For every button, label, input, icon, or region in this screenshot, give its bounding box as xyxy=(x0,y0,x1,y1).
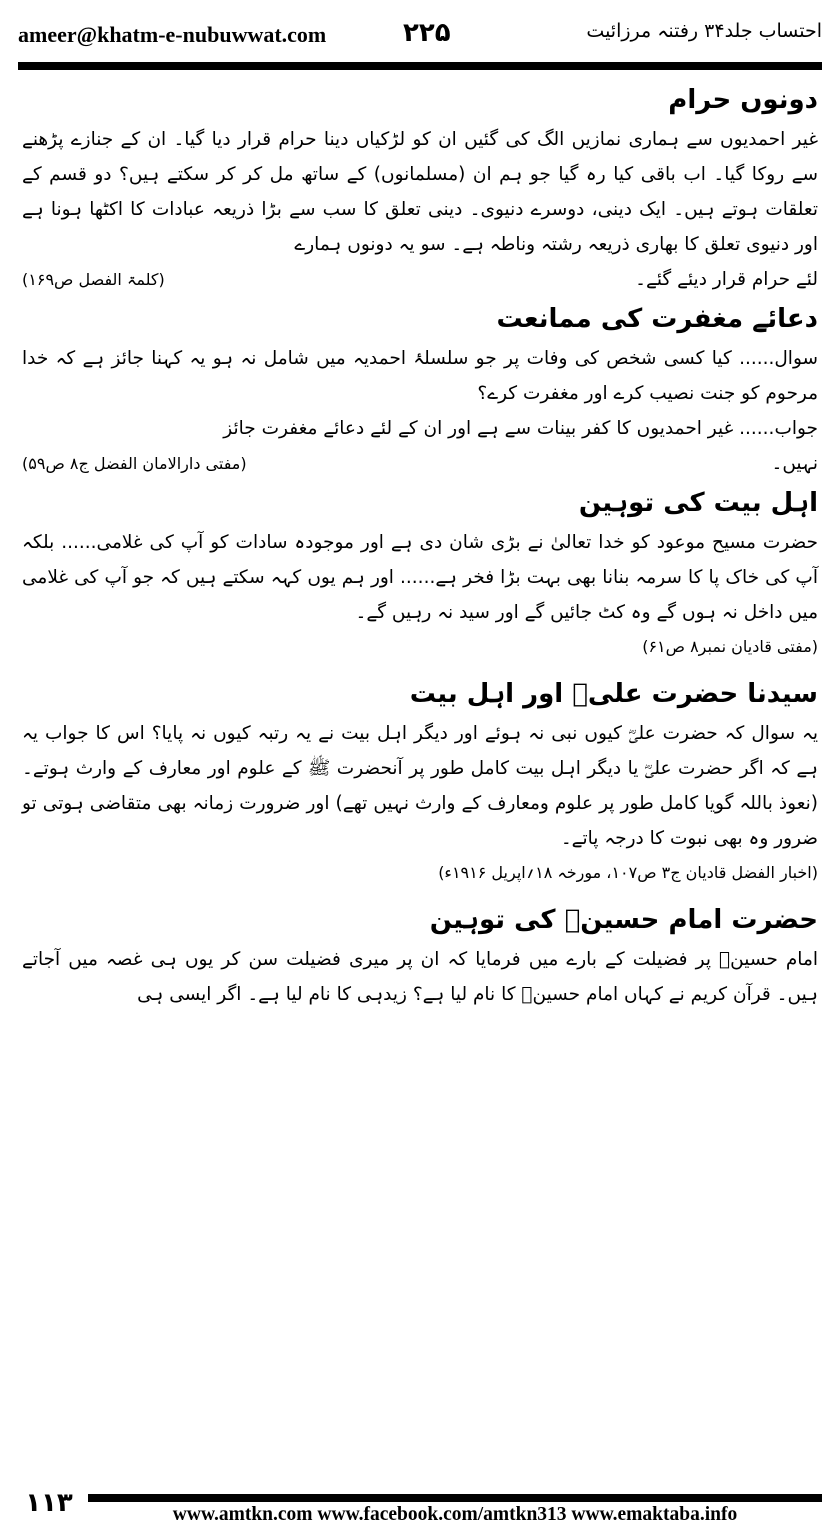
section-heading: دعائے مغفرت کی ممانعت xyxy=(496,304,818,334)
paragraph: یہ سوال کہ حضرت علیؓ کیوں نبی نہ ہوئے اور دیگر اہل بیت نے یہ رتبہ کیوں نہ پایا؟ اس کا جواب یہ ہے کہ اگر حضرت علیؓ یا دیگر اہل بیت کامل طور پر آنحضرت ﷺ کے علوم اور معارف کے وارث ہوتے۔ (نعوذ باللہ گویا کامل طور پر علوم ومعارف کے وارث نہیں تھے) اور ضرورت زمانہ بھی متقاضی ہوتی تو ضرور وہ بھی نبوت کا درجہ پاتے۔ xyxy=(22,723,818,849)
citation: (مفتی دارالامان الفضل ج۸ ص۵۹) xyxy=(22,454,247,473)
footer-rule xyxy=(88,1494,822,1502)
section-heading: اہل بیت کی توہین xyxy=(578,488,818,518)
citation: (کلمۃ الفصل ص۱۶۹) xyxy=(22,270,165,289)
footer-page-number: ۱۱۳ xyxy=(25,1488,73,1518)
paragraph-end-line xyxy=(22,262,818,297)
paragraph: غیر احمدیوں سے ہماری نمازیں الگ کی گئیں ان کو لڑکیاں دینا حرام قرار دیا گیا۔ ان کے جنازے پڑھنے سے روکا گیا۔ اب باقی کیا رہ گیا جو ہم ان (مسلمانوں) کے ساتھ مل کر کر سکتے ہیں؟ دو قسم کے تعلقات ہوتے ہیں۔ ایک دینی، دوسرے دنیوی۔ دینی تعلق کا سب سے بڑا ذریعہ عبادات کا اکٹھا ہونا ہے اور دنیوی تعلق کا بھاری ذریعہ رشتہ وناطہ ہے۔ سو یہ دونوں ہمارے xyxy=(22,129,818,255)
section-heading: حضرت امام حسینؓ کی توہین xyxy=(429,905,818,935)
page-body xyxy=(22,78,818,1012)
citation: (مفتی قادیان نمبر۸ ص۶۱) xyxy=(642,637,818,656)
paragraph: سوال...... کیا کسی شخص کی وفات پر جو سلسلۂ احمدیہ میں شامل نہ ہو یہ کہنا جائز ہے کہ خدا مرحوم کو جنت نصیب کرے اور مغفرت کرے؟ xyxy=(22,348,818,404)
citation: (اخبار الفضل قادیان ج۳ ص۱۰۷، مورخہ ۱۸؍اپریل ۱۹۱۶ء) xyxy=(438,863,818,882)
header-email: ameer@khatm-e-nubuwwat.com xyxy=(18,22,327,47)
paragraph-last-line: لئے حرام قرار دیئے گئے۔ xyxy=(635,269,818,290)
page-header xyxy=(18,18,822,54)
section-heading: دونوں حرام xyxy=(668,85,818,115)
section-heading: سیدنا حضرت علیؓ اور اہل بیت xyxy=(409,679,818,709)
header-series-title: احتساب جلد۳۴ رفتنہ مرزائیت xyxy=(586,20,822,42)
header-rule xyxy=(18,62,822,70)
header-page-number: ۲۲۵ xyxy=(403,18,451,48)
paragraph-end-line xyxy=(22,446,818,481)
footer-urls: www.amtkn.com www.facebook.com/amtkn313 www.emaktaba.info xyxy=(172,1504,738,1525)
paragraph: حضرت مسیح موعود کو خدا تعالیٰ نے بڑی شان دی ہے اور موجودہ سادات کو آپ کی غلامی...... بلکہ آپ کی خاک پا کا سرمہ بنانا بھی بہت بڑا فخر ہے...... اور ہم یوں کہہ سکتے ہیں کہ جو آپ کی غلامی میں داخل نہ ہوں گے وہ کٹ جائیں گے اور سید نہ رہیں گے۔ xyxy=(22,532,818,623)
page-footer xyxy=(18,1488,822,1528)
paragraph: جواب...... غیر احمدیوں کا کفر بینات سے ہے اور ان کے لئے دعائے مغفرت جائز xyxy=(223,418,818,439)
paragraph-last-line: نہیں۔ xyxy=(771,453,818,474)
paragraph: امام حسینؓ پر فضیلت کے بارے میں فرمایا کہ ان پر میری فضیلت سن کر یوں ہی غصہ میں آجاتے ہیں۔ قرآن کریم نے کہاں امام حسینؓ کا نام لیا ہے؟ زیدہی کا نام لیا ہے۔ اگر ایسی ہی xyxy=(22,949,818,1005)
